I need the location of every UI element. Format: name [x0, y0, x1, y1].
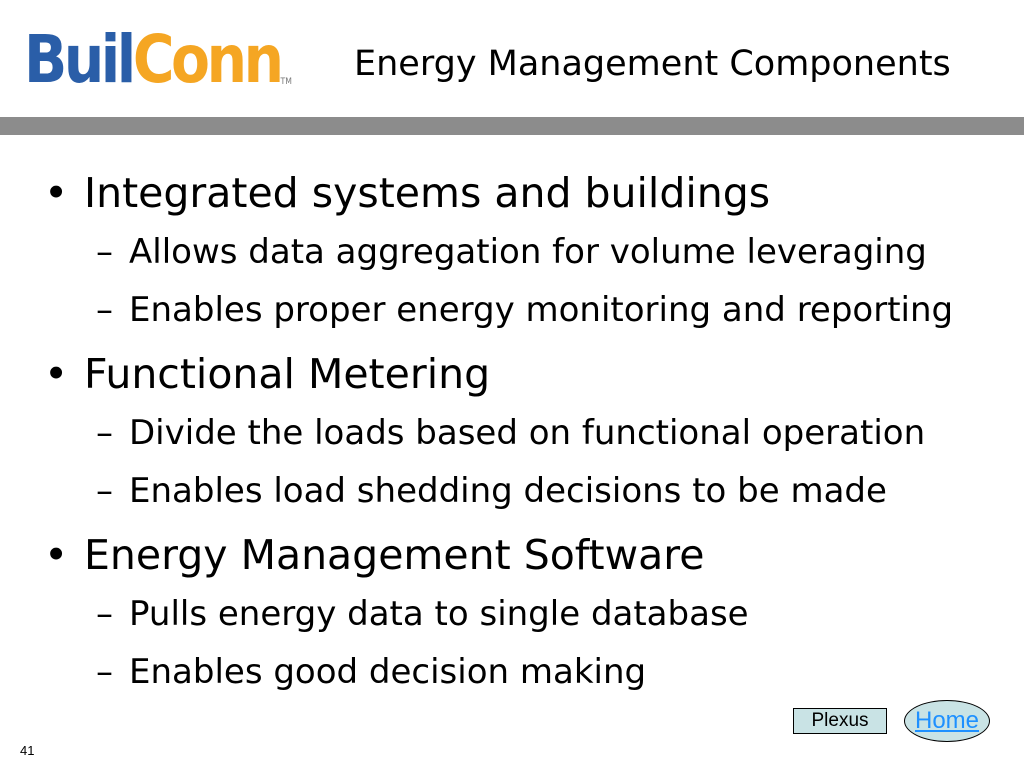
dash-marker: – [96, 232, 113, 272]
sub-bullet-text: Enables proper energy monitoring and reporting [129, 290, 954, 330]
sub-bullet-item [40, 281, 1000, 339]
sub-bullet-text: Allows data aggregation for volume leveraging [129, 232, 927, 272]
dash-marker: – [96, 652, 113, 692]
logo-trademark: TM [280, 77, 292, 87]
bullet-marker: • [44, 169, 69, 217]
sub-bullet-text: Divide the loads based on functional operation [129, 413, 926, 453]
bullet-text: Integrated systems and buildings [84, 169, 771, 217]
buildconn-logo [24, 20, 292, 100]
dash-marker: – [96, 290, 113, 330]
bullet-marker: • [44, 350, 69, 398]
sub-bullet-text: Enables good decision making [129, 652, 647, 692]
sub-bullet-item [40, 462, 1000, 520]
bullet-item [40, 344, 1000, 404]
bullet-list [40, 163, 1000, 701]
sub-bullet-text: Enables load shedding decisions to be made [129, 471, 887, 511]
slide-title: Energy Management Components [354, 44, 951, 84]
sub-bullet-item [40, 404, 1000, 462]
bullet-text: Functional Metering [84, 350, 491, 398]
plexus-button[interactable]: Plexus [793, 708, 887, 734]
bullet-item [40, 525, 1000, 585]
sub-bullet-item [40, 585, 1000, 643]
sub-bullet-text: Pulls energy data to single database [129, 594, 749, 634]
dash-marker: – [96, 413, 113, 453]
slide-number: 41 [20, 743, 35, 758]
bullet-text: Energy Management Software [84, 531, 705, 579]
bullet-item [40, 163, 1000, 223]
home-button[interactable]: Home [904, 700, 990, 742]
dash-marker: – [96, 594, 113, 634]
sub-bullet-item [40, 643, 1000, 701]
logo-text-buil: Buil [24, 21, 133, 98]
dash-marker: – [96, 471, 113, 511]
bullet-marker: • [44, 531, 69, 579]
sub-bullet-item [40, 223, 1000, 281]
logo-text-conn: Conn [132, 21, 281, 98]
header-divider [0, 117, 1024, 135]
